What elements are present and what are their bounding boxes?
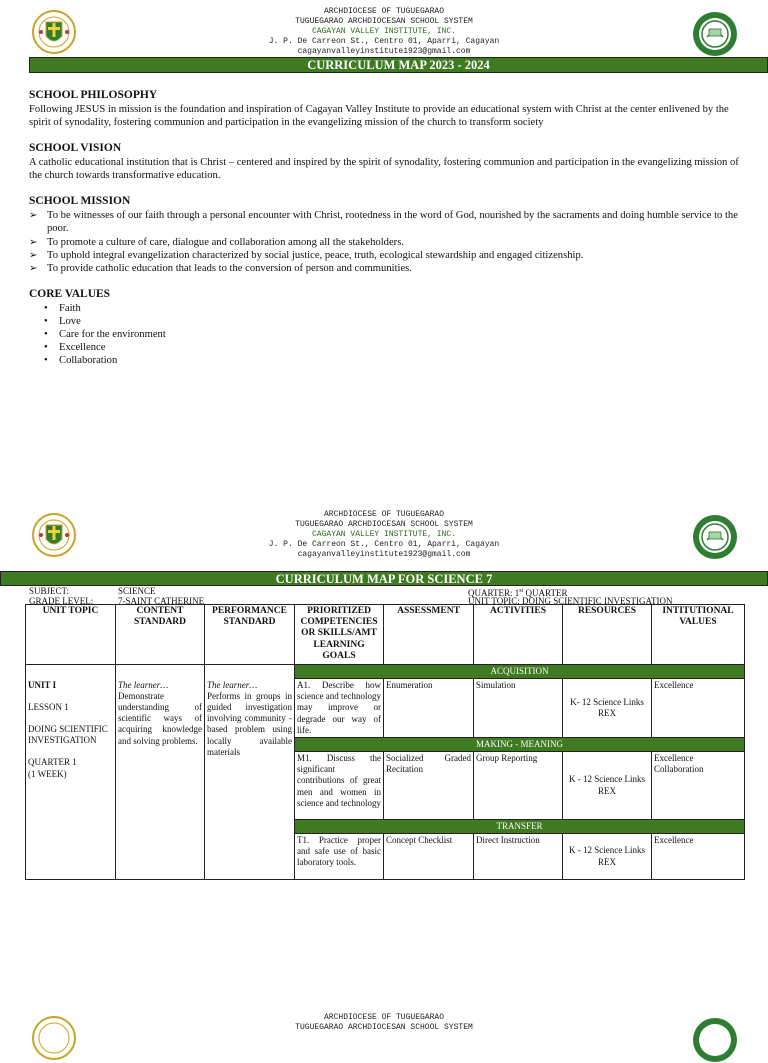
arrow-bullet-icon: ➢ [29, 237, 38, 248]
archdiocese-line: ARCHDIOCESE OF TUGUEGARAO [323, 1013, 445, 1022]
content-standard-cell [116, 679, 205, 880]
email-line: cagayanvalleyinstitute1923@gmail.com [297, 550, 471, 559]
bullet-icon: • [44, 342, 48, 353]
competency-cell: M1. Discuss the significant contributions of great men and women in science and technology [295, 752, 384, 820]
values-cell: Excellence Collaboration [652, 752, 745, 820]
arrow-bullet-icon: ➢ [29, 250, 38, 261]
address-line: J. P. De Carreon St., Centro 01, Aparri, Cagayan [268, 540, 500, 549]
competency-cell: T1. Practice proper and safe use of basic laboratory tools. [295, 834, 384, 880]
unit-topic-cell [26, 679, 116, 880]
science-map-banner: CURRICULUM MAP FOR SCIENCE 7 [0, 571, 768, 586]
core-values-heading: CORE VALUES [29, 288, 111, 300]
email-line: cagayanvalleyinstitute1923@gmail.com [297, 47, 471, 56]
unit-title: UNIT I [28, 679, 57, 690]
values-cell: Excellence [652, 834, 745, 880]
col-assessment: ASSESSMENT [384, 605, 474, 665]
header-block [0, 1013, 768, 1033]
stage-label: ACQUISITION [295, 665, 745, 679]
stage-label: MAKING - MEANING [295, 738, 745, 752]
philosophy-text: Following JESUS in mission is the foundation and inspiration of Cagayan Valley Institute to provide an educational system with Christ at the center enlivened by the spirit of synodality, fostering communion and participation in the evangelizing mission of the church to transform society [29, 104, 729, 129]
header-block [0, 7, 768, 57]
col-performance-standard: PERFORMANCE STANDARD [205, 605, 295, 665]
content-intro: The learner… [118, 679, 169, 690]
values-cell: Excellence [652, 679, 745, 738]
subject-label: SUBJECT: [29, 586, 70, 596]
philosophy-heading: SCHOOL PHILOSOPHY [29, 89, 158, 101]
grade-value: 7-SAINT CATHERINE [118, 596, 205, 606]
archdiocese-line: ARCHDIOCESE OF TUGUEGARAO [323, 7, 445, 16]
performance-text: Performs in groups in guided investigation involving community - based problem using locally available materials [207, 690, 292, 757]
col-unit-topic: UNIT TOPIC [26, 605, 116, 665]
col-values: INTITUTIONAL VALUES [652, 605, 745, 665]
table-header-row [26, 605, 745, 665]
assessment-cell: Socialized Graded Recitation [384, 752, 474, 820]
curriculum-map-banner: CURRICULUM MAP 2023 - 2024 [29, 57, 768, 73]
vision-text: A catholic educational institution that is Christ – centered and inspired by the spirit of synodality, fostering communion and participation in the evangelizing mission of the church towards transformative education. [29, 157, 739, 182]
school-system-line: TUGUEGARAO ARCHDIOCESAN SCHOOL SYSTEM [295, 17, 473, 26]
col-content-standard: CONTENT STANDARD [116, 605, 205, 665]
school-system-line: TUGUEGARAO ARCHDIOCESAN SCHOOL SYSTEM [295, 1023, 473, 1032]
bullet-icon: • [44, 329, 48, 340]
table-row [26, 679, 745, 738]
grade-label: GRADE LEVEL: [29, 596, 94, 606]
activity-cell: Direct Instruction [474, 834, 563, 880]
address-line: J. P. De Carreon St., Centro 01, Aparri, Cagayan [268, 37, 500, 46]
resource-cell: K - 12 Science Links REX [563, 752, 652, 820]
header-block [0, 510, 768, 560]
institution-name: CAGAYAN VALLEY INSTITUTE, INC. [311, 530, 457, 539]
duration-label: (1 WEEK) [28, 768, 67, 779]
subject-value: SCIENCE [118, 586, 156, 596]
performance-standard-cell [205, 679, 295, 880]
activity-cell: Simulation [474, 679, 563, 738]
assessment-cell: Enumeration [384, 679, 474, 738]
institution-name: CAGAYAN VALLEY INSTITUTE, INC. [311, 27, 457, 36]
col-activities: ACTIVITIES [474, 605, 563, 665]
mission-heading: SCHOOL MISSION [29, 195, 131, 207]
content-text: Demonstrate understanding of scientific ways of acquiring knowledge and solving problems. [118, 690, 202, 746]
archdiocese-line: ARCHDIOCESE OF TUGUEGARAO [323, 510, 445, 519]
col-resources: RESOURCES [563, 605, 652, 665]
quarter-label: QUARTER: 1st QUARTER [468, 588, 568, 598]
lesson-label: LESSON 1 [28, 701, 69, 712]
resource-cell: K- 12 Science Links REX [563, 679, 652, 738]
col-competencies: PRIORITIZED COMPETENCIES OR SKILLS/AMT LEARNING GOALS [295, 605, 384, 665]
curriculum-table [25, 604, 745, 880]
activity-cell: Group Reporting [474, 752, 563, 820]
resource-cell: K - 12 Science Links REX [563, 834, 652, 880]
bullet-icon: • [44, 303, 48, 314]
arrow-bullet-icon: ➢ [29, 210, 38, 221]
performance-intro: The learner… [207, 679, 258, 690]
bullet-icon: • [44, 316, 48, 327]
arrow-bullet-icon: ➢ [29, 263, 38, 274]
unit-topic-label: UNIT TOPIC: DOING SCIENTIFIC INVESTIGATION [468, 596, 673, 606]
competency-cell: A1. Describe how science and technology may improve or degrade our way of life. [295, 679, 384, 738]
stage-label: TRANSFER [295, 820, 745, 834]
bullet-icon: • [44, 355, 48, 366]
quarter-label: QUARTER 1 [28, 757, 77, 768]
lesson-topic: DOING SCIENTIFIC INVESTIGATION [28, 723, 108, 746]
vision-heading: SCHOOL VISION [29, 142, 122, 154]
stage-row-acquisition [26, 665, 745, 679]
school-system-line: TUGUEGARAO ARCHDIOCESAN SCHOOL SYSTEM [295, 520, 473, 529]
assessment-cell: Concept Checklist [384, 834, 474, 880]
